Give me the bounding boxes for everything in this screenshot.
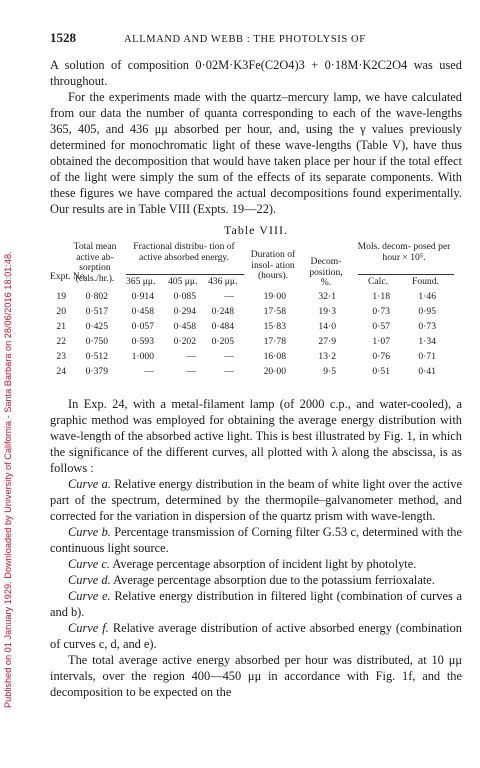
cell-expt: 22 <box>56 336 66 347</box>
curve-definition <box>50 476 462 524</box>
cell-duration: 15·83 <box>263 321 286 332</box>
download-notice-sidebar <box>3 8 13 708</box>
cell-fraction-405: 0·458 <box>173 321 196 332</box>
curve-label: Curve e. <box>68 589 111 603</box>
curve-description: Percentage transmission of Corning filter G.53 c, determined with the continuous light source. <box>50 525 462 555</box>
cell-decomposition: 27·9 <box>318 336 336 347</box>
mols-rule <box>358 274 454 275</box>
curve-definition <box>50 572 462 588</box>
cell-fraction-365: 0·458 <box>131 306 154 317</box>
cell-mols-calc: 0·76 <box>372 351 390 362</box>
cell-decomposition: 13·2 <box>318 351 336 362</box>
cell-mols-calc: 0·73 <box>372 306 390 317</box>
curve-definition <box>50 556 462 572</box>
curve-description: Relative average distribution of active absorbed energy (combination of curves c, d, and e). <box>50 621 462 651</box>
header-436: 436 μμ. <box>208 276 238 287</box>
curve-description: Average percentage absorption of incident light by photolyte. <box>112 557 417 571</box>
cell-mols-found: 0·95 <box>418 306 436 317</box>
cell-fraction-365: 0·057 <box>131 321 154 332</box>
cell-fraction-365: 1·000 <box>131 351 154 362</box>
cell-fraction-436: — <box>224 351 234 362</box>
cell-expt: 19 <box>56 291 66 302</box>
cell-fraction-405: 0·294 <box>173 306 196 317</box>
table-title: Table VIII. <box>224 223 288 237</box>
cell-fraction-405: — <box>186 366 196 377</box>
intro-paragraph-text: For the experiments made with the quartz–mercury lamp, we have calculated from our data the number of quanta corresponding to each of the wave-lengths 365, 405, and 436 μμ absorbed per hour, and, using the γ values previously determined for monochromatic light of these wave-lengths (Table V), have thus obtained the decomposition that would have taken place per hour if the total effect of the light were simply the sum of the effects of its separate components. With these figures we have compared the actual decompositions found experimentally. Our results are in Table VIII (Expts. 19—22). <box>50 90 462 216</box>
cell-decomposition: 9·5 <box>323 366 336 377</box>
body-paragraph-final-text: The total average active energy absorbed per hour was distributed, at 10 μμ intervals, over the region 400—450 μμ in accordance with Fig. 1f, and the decomposition to be expected on the <box>50 653 462 699</box>
cell-total: 0·802 <box>85 291 108 302</box>
download-notice-text: Published on 01 January 1929. Downloaded by University of California - Santa Barbara on 28/06/2016 18:01:48. <box>3 251 13 708</box>
body-paragraph-exp24 <box>50 396 462 476</box>
cell-decomposition: 14·0 <box>318 321 336 332</box>
header-405: 405 μμ. <box>168 276 198 287</box>
cell-total: 0·750 <box>85 336 108 347</box>
cell-mols-found: 1·34 <box>418 336 436 347</box>
cell-mols-calc: 0·51 <box>372 366 390 377</box>
page-header <box>50 30 462 46</box>
results-table <box>50 242 462 390</box>
header-fractional: Fractional distribu- tion of active absorbed energy. <box>133 241 235 263</box>
solution-text: A solution of composition 0·02M·K3Fe(C2O4)3 + 0·18M·K2C2O4 was used throughout. <box>50 58 462 88</box>
running-title: ALLMAND AND WEBB : THE PHOTOLYSIS OF <box>124 34 366 45</box>
header-decomposition: Decom- position, %. <box>309 256 343 288</box>
cell-expt: 21 <box>56 321 66 332</box>
header-duration: Duration of insol- ation (hours). <box>250 249 296 281</box>
cell-fraction-365: 0·593 <box>131 336 154 347</box>
header-expt: Expt. No. <box>50 271 88 282</box>
cell-fraction-436: 0·205 <box>211 336 234 347</box>
cell-duration: 17·58 <box>263 306 286 317</box>
curve-definition <box>50 588 462 620</box>
cell-fraction-405: — <box>186 351 196 362</box>
cell-duration: 16·08 <box>263 351 286 362</box>
curve-definition <box>50 524 462 556</box>
header-found: Found. <box>412 276 439 287</box>
curve-description: Relative energy distribution in the beam of white light over the active part of the spectrum, determined by the thermopile–galvanometer method, and corrected for the variation in dispersion of the quartz prism with wave-length. <box>50 477 462 523</box>
solution-paragraph <box>50 57 462 89</box>
cell-mols-found: 0·71 <box>418 351 436 362</box>
cell-total: 0·379 <box>85 366 108 377</box>
cell-fraction-405: 0·202 <box>173 336 196 347</box>
cell-fraction-405: 0·085 <box>173 291 196 302</box>
cell-mols-found: 0·73 <box>418 321 436 332</box>
cell-mols-found: 0·41 <box>418 366 436 377</box>
curve-definition <box>50 620 462 652</box>
cell-duration: 20·00 <box>263 366 286 377</box>
cell-duration: 17·78 <box>263 336 286 347</box>
cell-fraction-436: — <box>224 366 234 377</box>
cell-mols-calc: 1·07 <box>372 336 390 347</box>
cell-decomposition: 32·1 <box>318 291 336 302</box>
header-calc: Calc. <box>368 276 388 287</box>
curve-label: Curve b. <box>68 525 111 539</box>
curve-label: Curve a. <box>68 477 111 491</box>
cell-duration: 19·00 <box>263 291 286 302</box>
curve-definitions <box>50 476 462 652</box>
cell-total: 0·512 <box>85 351 108 362</box>
cell-decomposition: 19·3 <box>318 306 336 317</box>
curve-label: Curve f. <box>68 621 109 635</box>
cell-mols-found: 1·46 <box>418 291 436 302</box>
cell-fraction-365: — <box>144 366 154 377</box>
cell-expt: 20 <box>56 306 66 317</box>
curve-label: Curve c. <box>68 557 110 571</box>
cell-fraction-365: 0·914 <box>131 291 154 302</box>
intro-paragraph <box>50 89 462 217</box>
cell-expt: 23 <box>56 351 66 362</box>
header-total: Total mean active ab- sorption (cals./hr.). <box>73 241 117 284</box>
cell-fraction-436: 0·484 <box>211 321 234 332</box>
curve-label: Curve d. <box>68 573 111 587</box>
curve-description: Average percentage absorption due to the potassium ferrioxalate. <box>113 573 435 587</box>
header-365: 365 μμ. <box>126 276 156 287</box>
header-mols: Mols. decom- posed per hour × 10⁵. <box>357 241 451 263</box>
fractional-rule <box>126 274 244 275</box>
curve-description: Relative energy distribution in filtered light (combination of curves a and b). <box>50 589 462 619</box>
cell-fraction-436: 0·248 <box>211 306 234 317</box>
cell-total: 0·425 <box>85 321 108 332</box>
body-paragraph-final <box>50 652 462 700</box>
cell-expt: 24 <box>56 366 66 377</box>
cell-mols-calc: 1·18 <box>372 291 390 302</box>
page-number: 1528 <box>50 30 76 45</box>
cell-fraction-436: — <box>224 291 234 302</box>
cell-total: 0·517 <box>85 306 108 317</box>
journal-page <box>50 30 462 700</box>
cell-mols-calc: 0·57 <box>372 321 390 332</box>
body-paragraph-exp24-text: In Exp. 24, with a metal-filament lamp (of 2000 c.p., and water-cooled), a graphic method was employed for obtaining the average energy distribution with wave-length of the absorbed active light. This is best illustrated by Fig. 1, in which the significance of the different curves, all plotted with λ along the abscissa, is as follows : <box>50 397 462 475</box>
